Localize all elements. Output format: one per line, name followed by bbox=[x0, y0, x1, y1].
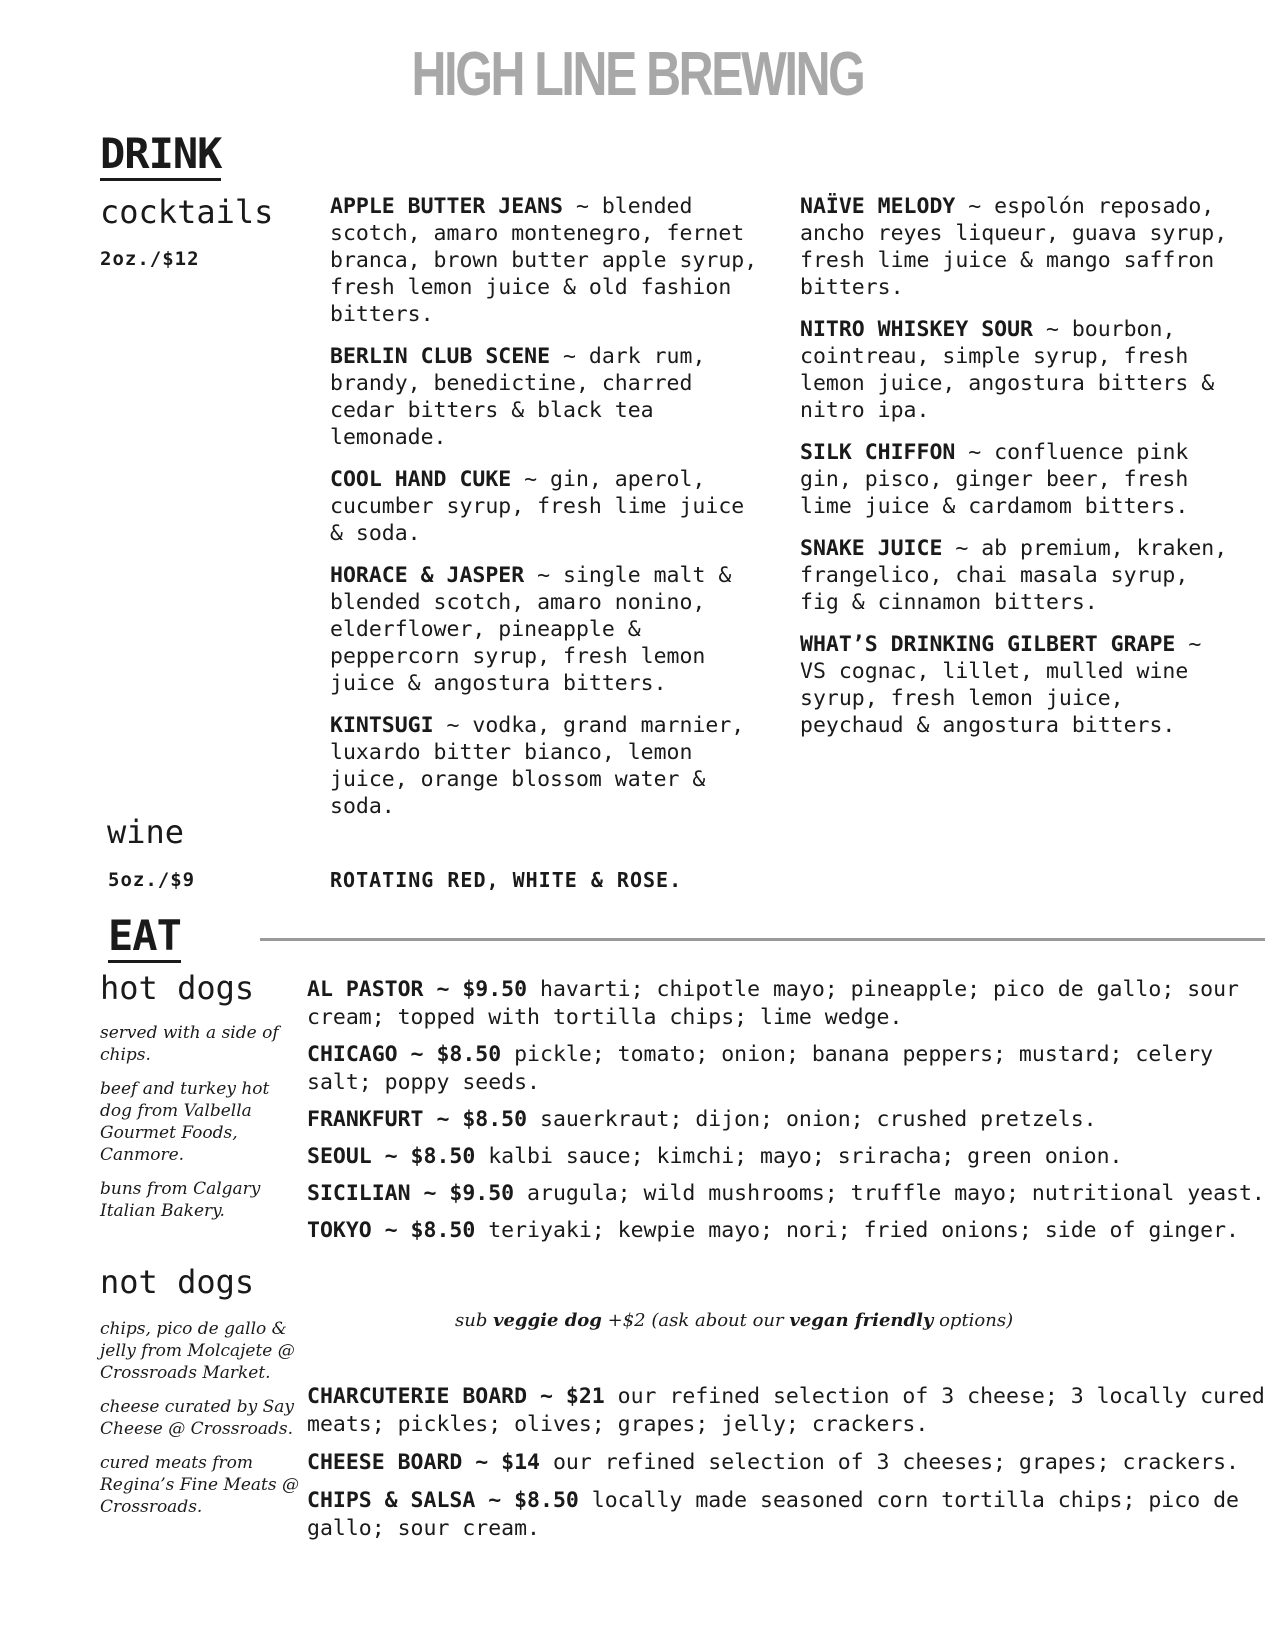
sidebar-note: chips, pico de gallo & jelly from Molcajete @ Crossroads Market. bbox=[100, 1319, 295, 1383]
menu-item-desc: sauerkraut; dijon; onion; crushed pretzels. bbox=[527, 1107, 1097, 1132]
cocktail-item bbox=[800, 535, 1240, 616]
not-dogs-heading: not dogs bbox=[100, 1263, 255, 1301]
sidebar-note: served with a side of chips. bbox=[100, 1023, 279, 1065]
cocktail-item bbox=[330, 466, 770, 547]
wine-price: 5oz./$9 bbox=[108, 869, 196, 891]
menu-item-name: CHIPS & SALSA ~ $8.50 bbox=[307, 1488, 579, 1513]
drink-section-title: DRINK bbox=[100, 130, 221, 181]
cocktail-name: SNAKE JUICE bbox=[800, 536, 943, 561]
section-divider bbox=[260, 938, 1265, 941]
cocktail-item bbox=[330, 712, 770, 820]
cocktail-desc: ~ gin, aperol, cucumber syrup, fresh lime juice & soda. bbox=[330, 467, 745, 546]
wine-heading: wine bbox=[107, 813, 185, 851]
menu-item-desc: kalbi sauce; kimchi; mayo; sriracha; green onion. bbox=[475, 1144, 1123, 1169]
cocktail-item bbox=[330, 562, 770, 697]
menu-item-desc: havarti; chipotle mayo; pineapple; pico de gallo; sour cream; topped with tortilla chips; lime wedge. bbox=[307, 977, 1239, 1030]
menu-item bbox=[307, 976, 1267, 1032]
menu-item bbox=[307, 1106, 1267, 1134]
menu-item bbox=[307, 1180, 1267, 1208]
brand-logo: HIGH LINE BREWING bbox=[411, 40, 864, 109]
menu-item bbox=[307, 1217, 1267, 1245]
sub-note-suffix: options) bbox=[933, 1310, 1014, 1331]
menu-item-name: SICILIAN ~ $9.50 bbox=[307, 1181, 515, 1206]
menu-item-desc: locally made seasoned corn tortilla chips; pico de gallo; sour cream. bbox=[307, 1488, 1239, 1541]
cocktail-desc: ~ VS cognac, lillet, mulled wine syrup, fresh lemon juice, peychaud & angostura bitters. bbox=[800, 632, 1202, 738]
not-dogs-list bbox=[307, 1383, 1267, 1552]
menu-item-desc: our refined selection of 3 cheese; 3 locally cured meats; pickles; olives; grapes; jelly; crackers. bbox=[307, 1384, 1265, 1437]
menu-item bbox=[307, 1449, 1267, 1477]
menu-item-name: FRANKFURT ~ $8.50 bbox=[307, 1107, 528, 1132]
sub-note-middle: +$2 (ask about our bbox=[601, 1310, 790, 1331]
cocktail-item bbox=[800, 316, 1240, 424]
veggie-sub-note bbox=[455, 1310, 1013, 1331]
cocktail-desc: ~ espolón reposado, ancho reyes liqueur, guava syrup, fresh lime juice & mango saffron bitters. bbox=[800, 194, 1228, 300]
cocktails-price: 2oz./$12 bbox=[100, 248, 200, 270]
menu-item-name: CHARCUTERIE BOARD ~ $21 bbox=[307, 1384, 605, 1409]
cocktail-desc: ~ confluence pink gin, pisco, ginger beer, fresh lime juice & cardamom bitters. bbox=[800, 440, 1189, 519]
not-dog-notes bbox=[100, 1318, 300, 1530]
hot-dog-notes bbox=[100, 1022, 300, 1234]
cocktails-heading: cocktails bbox=[100, 193, 274, 231]
cocktail-item bbox=[330, 193, 770, 328]
sub-note-prefix: sub bbox=[455, 1310, 494, 1331]
cocktail-desc: ~ dark rum, brandy, benedictine, charred cedar bitters & black tea lemonade. bbox=[330, 344, 706, 450]
menu-item-desc: arugula; wild mushrooms; truffle mayo; nutritional yeast. bbox=[514, 1181, 1265, 1206]
cocktail-desc: ~ single malt & blended scotch, amaro nonino, elderflower, pineapple & peppercorn syrup, fresh lemon juice & angostura bitters. bbox=[330, 563, 732, 696]
cocktail-name: NAÏVE MELODY bbox=[800, 194, 956, 219]
cocktail-item bbox=[800, 439, 1240, 520]
sub-note-veggie: veggie dog bbox=[493, 1310, 602, 1331]
cocktail-desc: ~ vodka, grand marnier, luxardo bitter bianco, lemon juice, orange blossom water & soda. bbox=[330, 713, 745, 819]
menu-item-name: CHEESE BOARD ~ $14 bbox=[307, 1450, 540, 1475]
menu-item-name: AL PASTOR ~ $9.50 bbox=[307, 977, 528, 1002]
cocktail-desc: ~ blended scotch, amaro montenegro, fernet branca, brown butter apple syrup, fresh lemon juice & old fashion bitters. bbox=[330, 194, 758, 327]
hot-dogs-heading: hot dogs bbox=[100, 969, 255, 1007]
menu-item-desc: our refined selection of 3 cheeses; grapes; crackers. bbox=[540, 1450, 1239, 1475]
cocktail-name: APPLE BUTTER JEANS bbox=[330, 194, 563, 219]
hot-dogs-list bbox=[307, 976, 1267, 1254]
menu-item-name: TOKYO ~ $8.50 bbox=[307, 1218, 476, 1243]
cocktail-desc: ~ bourbon, cointreau, simple syrup, fresh lemon juice, angostura bitters & nitro ipa. bbox=[800, 317, 1215, 423]
menu-item bbox=[307, 1041, 1267, 1097]
sidebar-note: cheese curated by Say Cheese @ Crossroads. bbox=[100, 1397, 294, 1439]
cocktail-item bbox=[800, 193, 1240, 301]
menu-item-desc: teriyaki; kewpie mayo; nori; fried onions; side of ginger. bbox=[475, 1218, 1239, 1243]
sidebar-note: beef and turkey hot dog from Valbella Gourmet Foods, Canmore. bbox=[100, 1079, 270, 1165]
cocktail-name: HORACE & JASPER bbox=[330, 563, 525, 588]
sidebar-note: buns from Calgary Italian Bakery. bbox=[100, 1179, 261, 1221]
cocktail-desc: ~ ab premium, kraken, frangelico, chai masala syrup, fig & cinnamon bitters. bbox=[800, 536, 1228, 615]
cocktail-name: COOL HAND CUKE bbox=[330, 467, 512, 492]
cocktail-name: SILK CHIFFON bbox=[800, 440, 956, 465]
cocktails-left-column bbox=[330, 193, 770, 835]
cocktails-right-column bbox=[800, 193, 1240, 754]
sub-note-vegan: vegan friendly bbox=[789, 1310, 934, 1331]
menu-item-desc: pickle; tomato; onion; banana peppers; mustard; celery salt; poppy seeds. bbox=[307, 1042, 1214, 1095]
sidebar-note: cured meats from Regina’s Fine Meats @ Crossroads. bbox=[100, 1453, 300, 1517]
cocktail-name: NITRO WHISKEY SOUR bbox=[800, 317, 1033, 342]
eat-section-title: EAT bbox=[108, 912, 181, 963]
menu-item bbox=[307, 1143, 1267, 1171]
cocktail-name: KINTSUGI bbox=[330, 713, 434, 738]
wine-description: ROTATING RED, WHITE & ROSE. bbox=[330, 868, 683, 892]
menu-item-name: SEOUL ~ $8.50 bbox=[307, 1144, 476, 1169]
menu-item bbox=[307, 1487, 1267, 1543]
cocktail-item bbox=[800, 631, 1240, 739]
cocktail-item bbox=[330, 343, 770, 451]
cocktail-name: BERLIN CLUB SCENE bbox=[330, 344, 551, 369]
menu-item bbox=[307, 1383, 1267, 1439]
menu-item-name: CHICAGO ~ $8.50 bbox=[307, 1042, 502, 1067]
cocktail-name: WHAT’S DRINKING GILBERT GRAPE bbox=[800, 632, 1176, 657]
